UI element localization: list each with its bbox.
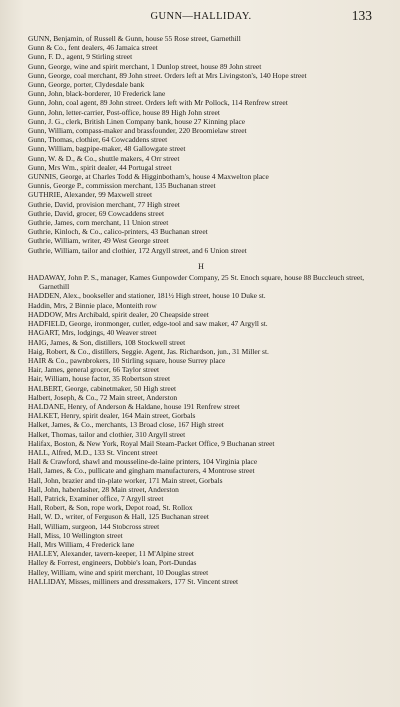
directory-entry: HADDEN, Alex., bookseller and stationer, 181½ High street, house 10 Duke st. [28, 291, 266, 301]
directory-entry: HADDOW, Mrs Archibald, spirit dealer, 20 Cheapside street [28, 309, 209, 319]
directory-entry: HADAWAY, John P. S., manager, Kames Gunpowder Company, 25 St. Enoch square, house 88 Buccleuch street, Garnethill [28, 273, 365, 292]
directory-entry: Halifax, Boston, & New York, Royal Mail Steam-Packet Office, 9 Buchanan street [28, 438, 275, 448]
directory-entry: Guthrie, James, corn merchant, 11 Union street [28, 218, 169, 228]
directory-entry: GUNN, Benjamin, of Russell & Gunn, house 55 Rose street, Garnethill [28, 34, 241, 43]
directory-entry: Hall, Patrick, Examiner office, 7 Argyll street [28, 493, 164, 503]
directory-entry: HALLEY, Alexander, tavern-keeper, 11 M'Alpine street [28, 549, 194, 559]
directory-entry: Hall, James, & Co., pullicate and gingham manufacturers, 4 Montrose street [28, 466, 255, 476]
page-number: 133 [351, 8, 372, 23]
directory-entry: Gunn, W. & D., & Co., shuttle makers, 4 Orr street [28, 153, 180, 163]
directory-entry: Haig, Robert, & Co., distillers, Seggie. Agent, Jas. Richardson, jun., 31 Miller st. [28, 346, 269, 356]
directory-entry: Gunn, F. D., agent, 9 Stirling street [28, 52, 133, 62]
directory-entry: Halket, James, & Co., merchants, 13 Broad close, 167 High street [28, 420, 224, 430]
directory-entry: Halbert, Joseph, & Co., 72 Main street, Anderston [28, 392, 178, 402]
directory-entry: Halket, Thomas, tailor and clothier, 310 Argyll street [28, 429, 186, 439]
directory-entry: Gunn, George, wine and spirit merchant, 1 Dunlop street, house 89 John street [28, 61, 262, 71]
directory-entry: Guthrie, David, provision merchant, 77 High street [28, 199, 180, 209]
directory-entry: HADFIELD, George, ironmonger, cutler, edge-tool and saw maker, 47 Argyll st. [28, 319, 268, 329]
directory-entry: Hall, Mrs William, 4 Frederick lane [28, 539, 135, 549]
directory-entry: Hall, Robert, & Son, rope work, Depot road, St. Rollox [28, 503, 193, 513]
directory-entry: Guthrie, William, writer, 49 West George street [28, 236, 169, 246]
directory-entry: Hall, W. D., writer, of Ferguson & Hall, 125 Buchanan street [28, 512, 209, 522]
directory-entry: Hall, Miss, 10 Wellington street [28, 530, 123, 540]
directory-entry: HALBERT, George, cabinetmaker, 50 High street [28, 383, 177, 393]
directory-entry: HALLIDAY, Misses, milliners and dressmakers, 177 St. Vincent street [28, 576, 239, 586]
directory-entry: Gunn, George, porter, Clydesdale bank [28, 80, 145, 90]
directory-entry: Halley & Forrest, engineers, Dobbie's loan, Port-Dundas [28, 558, 197, 568]
directory-entry: HAGART, Mrs, lodgings, 40 Weaver street [28, 328, 157, 338]
directory-entry: Hall & Crawford, shawl and mousseline-de-laine printers, 104 Virginia place [28, 457, 258, 467]
directory-entry: Gunn, John, letter-carrier, Post-office, house 89 High John street [28, 107, 220, 117]
directory-entry: Hair, William, house factor, 35 Robertson street [28, 374, 171, 384]
directory-entry: Haddin, Mrs, 2 Binnie place, Monteith row [28, 300, 157, 310]
directory-entry: HAIG, James, & Son, distillers, 108 Stockwell street [28, 337, 186, 347]
directory-entry: Gunnis, George P., commission merchant, 135 Buchanan street [28, 181, 216, 191]
directory-entry: Gunn, George, coal merchant, 89 John street. Orders left at Mrs Livingston's, 140 Hope street [28, 70, 307, 80]
running-head: GUNN—HALLIDAY. [150, 11, 252, 22]
directory-entry: GUNNIS, George, at Charles Todd & Higginbotham's, house 4 Maxwelton place [28, 172, 269, 182]
directory-entry: HALDANE, Henry, of Anderson & Haldane, house 191 Renfrew street [28, 401, 240, 411]
page-header [28, 8, 374, 34]
directory-entry: Hall, William, surgeon, 144 Stobcross street [28, 521, 160, 531]
directory-entry: Guthrie, William, tailor and clothier, 172 Argyll street, and 6 Union street [28, 245, 247, 255]
directory-entry: Gunn, Mrs Wm., spirit dealer, 44 Portugal street [28, 162, 172, 172]
directory-entry: Halley, William, wine and spirit merchant, 10 Douglas street [28, 567, 209, 577]
directory-entry: Guthrie, David, grocer, 69 Cowcaddens street [28, 208, 165, 218]
directory-entry: Hair, James, general grocer, 66 Taylor street [28, 365, 160, 375]
section-g-entries [28, 34, 374, 255]
directory-entry: Gunn, William, compass-maker and brassfounder, 220 Broomielaw street [28, 126, 247, 136]
directory-entry: Gunn, Thomas, clothier, 64 Cowcaddens street [28, 135, 168, 145]
directory-entry: Gunn, J. G., clerk, British Linen Company bank, house 27 Kinning place [28, 116, 246, 126]
section-h-entries [28, 273, 374, 586]
directory-entry: HALKET, Henry, spirit dealer, 164 Main street, Gorbals [28, 411, 196, 421]
directory-entry: GUTHRIE, Alexander, 99 Maxwell street [28, 190, 153, 200]
directory-entry: Gunn & Co., fent dealers, 46 Jamaica street [28, 43, 158, 53]
directory-entry: HAIR & Co., pawnbrokers, 10 Stirling square, house Surrey place [28, 355, 226, 365]
directory-entry: Gunn, John, black-borderer, 10 Frederick lane [28, 89, 166, 99]
directory-entry: HALL, Alfred, M.D., 133 St. Vincent street [28, 447, 158, 457]
directory-entry: Hall, John, brazier and tin-plate worker, 171 Main street, Gorbals [28, 475, 223, 485]
directory-entry: Gunn, John, coal agent, 89 John street. Orders left with Mr Pollock, 114 Renfrew street [28, 98, 288, 108]
directory-entries [28, 34, 374, 586]
directory-entry: Guthrie, Kinloch, & Co., calico-printers, 43 Buchanan street [28, 227, 208, 237]
directory-entry: Hall, John, haberdasher, 28 Main street, Anderston [28, 484, 179, 494]
section-letter-h: H [198, 261, 204, 271]
directory-entry: Gunn, William, bagpipe-maker, 48 Gallowgate street [28, 144, 186, 154]
